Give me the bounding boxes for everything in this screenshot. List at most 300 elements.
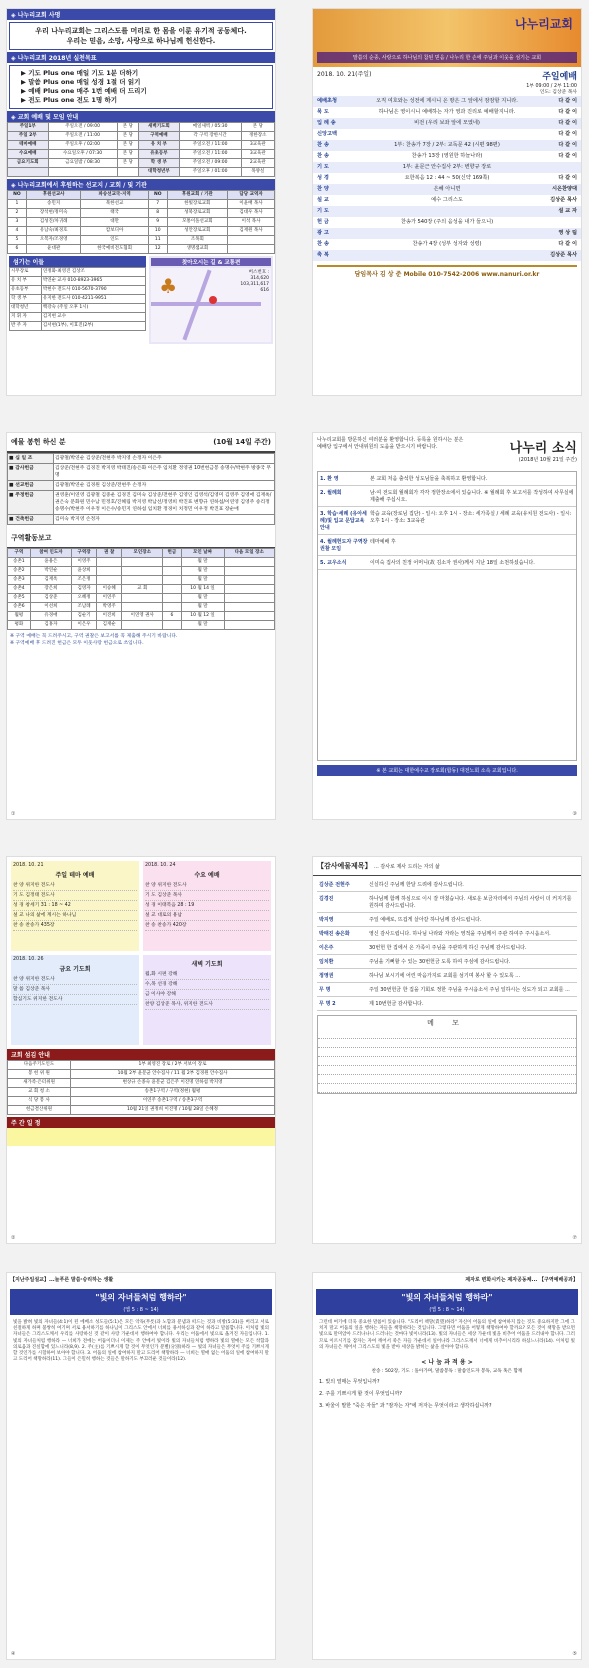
news-header — [313, 433, 581, 467]
table-cell: 새벽기도회 — [139, 123, 180, 132]
table-cell: 7 — [148, 200, 167, 209]
table-cell: 다음주기도인도 — [8, 1061, 71, 1070]
table-cell: 김상준/전현주 김경진 박지영 박태진/송은화 이은주 임치환 정영권 10번헌금봉 송명수/박현주 방종국 무 명 — [54, 464, 275, 481]
news-intro: 나누리교회를 방문하신 여러분을 환영합니다. 등록을 원하시는 분은 예배당 입구에서 안내위원의 도움을 받으시기 바랍니다. — [317, 437, 464, 450]
mission-row — [8, 227, 275, 236]
serve-table — [7, 1060, 275, 1115]
table-cell: 주일오후 / 01:00 — [179, 168, 241, 177]
table-cell: 유경애 — [30, 612, 71, 621]
table-cell: 한국예비전도협회 — [81, 245, 148, 254]
order-part: 축 복 — [317, 252, 329, 258]
service-dateline — [313, 67, 581, 84]
roles-table — [9, 267, 146, 331]
table-cell: 송촌4 — [8, 585, 31, 594]
roles-title: 섬기는 이들 — [9, 256, 146, 267]
church-map — [151, 268, 271, 342]
order-content: 비전 (우리 보좌 앞에 모였네) — [414, 120, 480, 126]
thanks-item — [317, 913, 577, 927]
sermon-body: 빛을 밝혀 빛의 자녀들(4:1)이 된 에베소 성도들(5:1)은 모든 악독(무릇)과 노함과 분냄과 떠드는 것과 비방(5:31)을 버리고 서로 친절하게 하며 불쌍히 여기며 서로 용서하기를 하나님이 그리스도 안에서 너희를 용서하심과 같이 하라고 말씀합니다. 이처럼 빛의 자녀들은 그리스도께서 우리를 사랑하신 것 같이 사랑 가운데서 행하여야 합니다. 우리는 어둠에서 빛으로 옮겨진 자들입니다. 1. 빛의 자녀들처럼 행하라 — 너희가 전에는 어둠이더니 이제는 주 안에서 빛이라 빛의 자녀들처럼 행하라 빛의 열매는 모든 착함과 의로움과 진실함에 있느니라(8,9). 2. 주(主)를 기쁘시게 할 것이 무엇인가 분별(分別)하라 — 빛의 자녀들은 무엇이 주를 기쁘시게 할 것인가를 시험하여 보아야 합니다. 3. 어둠의 일에 참여하지 말고 도리어 책망하라 — 너희는 열매 없는 어둠의 일에 참여하지 말고 도리어 책망하라(11). 그들이 은밀히 행하는 것들은 말하기도 부끄러운 것들이라(12). — [13, 1320, 269, 1363]
table-cell: 본 당 — [241, 123, 274, 132]
column-header: 모인장소 — [122, 549, 163, 558]
service-leader: 인도: 김상준 목사 — [539, 90, 577, 95]
page-number: ① — [11, 811, 16, 817]
order-content: 하나님은 영이시니 예배하는 자가 영과 진리로 예배할지니라. — [378, 109, 516, 115]
thanks-item-key: 이은주 — [319, 945, 334, 951]
table-cell — [122, 567, 163, 576]
order-content: 찬송가 540장 (주의 음성을 내가 들으니) — [400, 219, 494, 225]
table-cell — [224, 603, 275, 612]
column-header: 권 찰 — [97, 549, 122, 558]
worship-order-item — [313, 162, 581, 173]
map-road — [151, 302, 261, 306]
goal-list — [9, 65, 273, 109]
thanks-item-key: 박태진 송은화 — [319, 931, 350, 937]
weekly-title: 주 간 일 정 — [7, 1117, 275, 1128]
table-cell: 생명샘교회 — [167, 245, 227, 254]
table-cell: 금요기도회 — [8, 159, 49, 168]
group-report-header — [7, 529, 275, 548]
page-worship-order — [312, 8, 582, 396]
news-item-text: 남·여 전도회 월례회가 각각 정한장소에서 있습니다. ※ 월례회 후 보고서를 작성하여 사무실에 제출해 주십시오. — [370, 490, 574, 503]
table-cell: 6 — [163, 612, 181, 621]
thanks-subtitle: ... 감사로 제사 드리는 자의 삶 — [374, 864, 440, 870]
worship-order-item — [313, 107, 581, 118]
group-report-table — [7, 548, 275, 630]
service-card-line: 찬양 김상준 목사, 위지한 전도사 — [145, 1000, 269, 1010]
schedule-row — [8, 141, 275, 150]
role-row — [10, 286, 146, 295]
order-leader: 다 같 이 — [558, 175, 577, 181]
lesson-q-info: 찬송 : 502장, 기도 : 돌아가며, 말씀봉독 : 말씀인도자 봉독, 교독 혹은 함께 — [371, 1369, 523, 1375]
table-cell: 수요일오후 / 07:30 — [48, 150, 117, 159]
column-header: 모인 날짜 — [181, 549, 224, 558]
group-notes — [7, 630, 275, 650]
page-number: ② — [11, 1235, 16, 1241]
service-card-line: 월,화 시편 강해 — [145, 970, 269, 980]
table-cell — [117, 168, 139, 177]
news-item-text: 테마예배 후 — [370, 539, 396, 545]
worship-order-item — [313, 250, 581, 261]
order-part: 기 도 — [317, 208, 329, 214]
order-leader: 다 같 이 — [558, 153, 577, 159]
table-cell: 주일오전 / 09:00 — [179, 159, 241, 168]
service-card-line: 성 경 이태복음 28 : 19 — [145, 901, 269, 911]
table-cell: 3교육관 — [241, 141, 274, 150]
table-cell: 장은희 — [30, 585, 71, 594]
thanks-item-key: 김경진 — [319, 896, 334, 902]
column-header: 후원교회 / 기관 — [167, 191, 227, 200]
serve-row — [8, 1079, 275, 1088]
worship-order-item — [313, 206, 581, 217]
mission-row — [8, 218, 275, 227]
news-item — [318, 507, 576, 535]
table-cell: 모퉁이돌선교회 — [167, 218, 227, 227]
table-cell: 본 당 — [117, 150, 139, 159]
thanks-item — [317, 941, 577, 955]
column-header: 후원선교사 — [26, 191, 81, 200]
table-cell — [224, 558, 275, 567]
table-cell: 성북장로교회 — [167, 209, 227, 218]
table-cell: 8 — [148, 209, 167, 218]
lesson-q-title: < 나 눔 과 적 용 > — [421, 1359, 473, 1367]
page-number: ③ — [572, 811, 577, 817]
group-note: ※ 구역예배 후 드려진 헌금은 모두 이웃사랑 헌금으로 쓰입니다. — [10, 641, 144, 646]
table-cell: 김서현(1부), 이효진(2부) — [41, 322, 145, 331]
table-cell — [163, 558, 181, 567]
mission-row — [8, 236, 275, 245]
table-cell: 주일오전 / 11:00 — [179, 150, 241, 159]
thanks-item-text: 주님을 기뻐할 수 있는 30번헌금 도록 하여 주심에 감사드립니다. — [369, 959, 511, 965]
table-cell — [122, 621, 163, 630]
memo-box — [317, 1015, 577, 1094]
column-header: 구역장 — [72, 549, 97, 558]
church-slogan: 말씀의 순종, 사랑으로 하나님의 참된 믿음 / 나누리 한 손에 주님과 이웃을 섬기는 교회 — [317, 52, 577, 63]
page-thanks — [312, 856, 582, 1244]
table-cell: ■ 주정헌금 — [8, 491, 54, 515]
vision-statement — [9, 22, 273, 50]
column-header: NO — [8, 191, 27, 200]
table-cell — [97, 558, 122, 567]
service-card-title: 새벽 기도회 — [191, 961, 223, 968]
worship-order-item — [313, 173, 581, 184]
schedule-row — [8, 132, 275, 141]
service-card-title: 금요 기도회 — [59, 966, 91, 973]
church-logo: 나누리교회 — [515, 17, 573, 31]
directions-title: 찾아오시는 길 & 교통편 — [151, 258, 271, 266]
table-cell: 월 말 — [181, 603, 224, 612]
news-footer: ※ 본 교회는 대한예수교 장로회(합동) 대전노회 소속 교회입니다. — [317, 765, 577, 776]
lesson-reference: (엡 5 : 8 ~ 14) — [316, 1306, 578, 1315]
order-leader: 다 같 이 — [558, 142, 577, 148]
table-cell: 월 말 — [181, 558, 224, 567]
order-content: 은혜 아니면 — [433, 186, 461, 192]
group-row — [8, 576, 275, 585]
table-cell: 조목회 — [167, 236, 227, 245]
serve-row — [8, 1070, 275, 1079]
table-cell: 본 당 — [117, 141, 139, 150]
thanks-list — [317, 878, 577, 1011]
schedule-row — [8, 123, 275, 132]
table-header-row — [8, 549, 275, 558]
role-row — [10, 304, 146, 313]
table-cell: 김광철/박연순 김경원 김상준/전현주 손정자 — [54, 481, 275, 491]
thanks-item — [317, 969, 577, 983]
table-cell — [97, 576, 122, 585]
role-row — [10, 277, 146, 286]
table-cell: 주일오후 / 02:00 — [48, 141, 117, 150]
weekly-schedule-area — [7, 1128, 275, 1146]
news-date: (2018년 10월 21일 주간) — [518, 457, 577, 463]
order-content: 찬송가 13장 (영원한 하늘나라) — [411, 153, 483, 159]
table-cell: 유지한 전도사 010-4211-9951 — [41, 295, 145, 304]
table-cell: 새가족·은터위원 — [8, 1079, 71, 1088]
table-cell: 구역예배 — [139, 132, 180, 141]
table-cell: 대만 — [81, 218, 148, 227]
thanks-title: 【감사예물제목】 — [317, 862, 372, 870]
thanks-item-key: 임치환 — [319, 959, 334, 965]
offering-date: (10월 14일 주간) — [213, 438, 271, 446]
page-number: ⑦ — [572, 1235, 577, 1241]
service-card-title: 수요 예배 — [194, 872, 220, 879]
table-cell: 연정화·최영진 김상조 — [41, 268, 145, 277]
church-banner — [313, 9, 581, 67]
table-cell: 변상규 손종숙 윤문균 김은주 이진명 연하섭 박지영 — [71, 1079, 275, 1088]
page-last-sermon — [6, 1272, 276, 1660]
table-cell: 교 회 — [122, 585, 163, 594]
service-card-line: 수,목 선경 강해 — [145, 980, 269, 990]
table-cell: 3교육관 — [241, 150, 274, 159]
thanks-item-text: 제 10번헌금 감사합니다. — [369, 1001, 424, 1007]
order-content: 요한복음 12 : 44 ~ 50(신약 169쪽) — [404, 175, 490, 181]
news-item — [318, 472, 576, 486]
order-leader: 다 같 이 — [558, 98, 577, 104]
table-header-row — [8, 191, 275, 200]
table-cell: 김영자 — [72, 585, 97, 594]
order-leader: 다 같 이 — [558, 131, 577, 137]
order-leader: 다 같 이 — [558, 241, 577, 247]
page-number: ⑤ — [572, 1651, 577, 1657]
role-row — [10, 322, 146, 331]
table-cell: 식 당 봉 사 — [8, 1097, 71, 1106]
table-cell: 본 당 — [117, 123, 139, 132]
order-part: 찬 송 — [317, 153, 329, 159]
table-cell: 이영주 — [72, 558, 97, 567]
service-time: 1부 09:00 / 2부 11:00 — [526, 84, 577, 89]
bus-number: 314,620 — [250, 276, 269, 281]
table-cell: 북한선교 — [81, 200, 148, 209]
lesson-title: "빛의 자녀들처럼 행하라" — [316, 1289, 578, 1306]
mission-row — [8, 209, 275, 218]
table-cell: 시무장로 — [10, 268, 42, 277]
table-cell: 매일새벽 / 05:30 — [179, 123, 241, 132]
table-cell: 이윤배 목사 — [228, 200, 275, 209]
table-cell: 이연주 송촌1구역 / 송촌3구역 — [71, 1097, 275, 1106]
table-cell: 권영훈/이연영 김광철 김중운 김경진 김미숙 김상준/전현주 김영인 김영석/김영미 김영주 김영애 김재옥/권은숙 문화원 민수남 민정호/진혜림 박지영 박남선/정영희 박진표 변향규 연하섭/이연영 김영주 송리정 송명수/박현주 이우정 이은수/송민지 연하섭 임치환 정경이 치정민 이우정 박진표 장순애 — [54, 491, 275, 515]
worship-order-item — [313, 228, 581, 239]
table-cell: 송촌5 — [8, 594, 31, 603]
table-cell: 이연주 — [97, 594, 122, 603]
order-part: 헌 금 — [317, 219, 329, 225]
vision-title: ◈ 나누리교회 사명 — [7, 9, 275, 20]
table-cell: 김순기 — [72, 612, 97, 621]
table-cell: 이승혜 — [97, 585, 122, 594]
order-part: 광 고 — [317, 230, 329, 236]
order-content: 찬송가 4장 (성부 성자와 성령) — [412, 241, 482, 247]
thanks-item-text: 주일 30번헌금 한 집을 기회로 정한 주님을 주시옵소서 주님 일하시는 성도가 되고 교회를 ... — [369, 987, 570, 993]
serve-row — [8, 1088, 275, 1097]
table-cell: 송촌2 — [8, 567, 31, 576]
table-cell: 지 휘 자 — [10, 313, 42, 322]
table-cell: 6 — [8, 245, 27, 254]
role-row — [10, 313, 146, 322]
table-cell — [163, 621, 181, 630]
lesson-body: 그런데 여기에 더욱 중요한 말씀이 있습니다. "도리어 책망(責望)하라" 자신이 어둠의 일에 참여하지 않는 것도 중요하지만 그에 그치지 말고 어둠의 일을 행하는 자들을 책망하라는 것입니다. 그렇다면 어둠을 어떻게 책망하여야 할까요? 모든 것이 책망을 받으면 빛으로 말미암아 드러나나니 드러나는 것마다 빛이니라(13). 빛의 자녀들은 세상 가운데 빛을 비추어 어둠을 드러내야 합니다. 그러므로 이르시기를 잠자는 자여 깨어서 죽은 자들 가운데서 일어나라 그리스도께서 너에게 비추이시리라 하셨느니라(14). 이처럼 빛의 자녀들은 깨어서 그리스도의 빛을 받아 세상을 밝히는 삶을 살아야 합니다. — [319, 1320, 575, 1350]
lesson-question: 1. 빛의 열매는 무엇입니까? — [319, 1379, 380, 1386]
offering-row — [8, 515, 275, 525]
thanks-item — [317, 892, 577, 913]
sermon-reference: (엡 5 : 8 ~ 14) — [10, 1306, 272, 1315]
service-card-date: 2018. 10. 21 — [13, 863, 44, 868]
table-cell: 이석 목사 — [228, 218, 275, 227]
table-cell — [228, 245, 275, 254]
goal-item: ▶ 전도 Plus one 전도 1명 하기 — [21, 96, 118, 104]
service-card-line: 찬 송 찬송가 420장 — [145, 921, 269, 931]
table-cell: 김미숙 박지영 손정자 — [54, 515, 275, 525]
table-cell — [163, 594, 181, 603]
news-item-key: 1. 환 영 — [320, 476, 339, 482]
thanks-item-text: 신실하신 주님께 한달 드려에 감사드립니다. — [369, 882, 464, 888]
schedule-row — [8, 150, 275, 159]
thanks-item-text: 하나님께 함께 하심으로 이시 잘 마쳤습니다. 새로운 보금자리에서 주님의 사랑이 더 커지기를 원하며 감사드립니다. — [369, 896, 572, 909]
table-cell: 주일오전 / 09:00 — [48, 123, 117, 132]
table-cell: 5 — [8, 236, 27, 245]
worship-order-item — [313, 96, 581, 107]
table-cell: 윤용은 — [30, 558, 71, 567]
table-cell: 각 구역 장한시간 — [179, 132, 241, 141]
column-header: 구역 — [8, 549, 31, 558]
table-cell — [48, 168, 117, 177]
thanks-item-key: 무 명 — [319, 987, 331, 993]
table-cell: 교 회 청 소 — [8, 1088, 71, 1097]
service-card-line: 설 교 나의 삶에 계시는 하나님 — [13, 911, 137, 921]
column-header: 헌금 — [163, 549, 181, 558]
table-cell — [122, 603, 163, 612]
table-cell: 월 말 — [181, 576, 224, 585]
worship-order-list — [313, 96, 581, 261]
table-cell: 월 말 — [181, 567, 224, 576]
offering-row — [8, 481, 275, 491]
order-part: 기 도 — [317, 164, 329, 170]
group-row — [8, 621, 275, 630]
column-header: 다음 모일 장소 — [224, 549, 275, 558]
directions-panel — [149, 256, 273, 344]
vision-line-1: 우리 나누리교회는 그리스도를 머리로 한 몸을 이룬 유기적 공동체다. — [35, 27, 247, 35]
order-part: 성 경 — [317, 175, 329, 181]
table-cell: ■ 건축헌금 — [8, 515, 54, 525]
offering-row — [8, 464, 275, 481]
page-number: ④ — [11, 1651, 16, 1657]
table-cell: 박현수 전도사 010-5670-3790 — [41, 286, 145, 295]
table-cell: 송촌1 — [8, 558, 31, 567]
table-cell: 오복자/조경영 — [26, 236, 81, 245]
service-card-line: 기 도 김정태 전도사 — [13, 891, 137, 901]
order-content: 1부: 찬송가 7장 / 2부: 교독문 42 (시편 98편) — [394, 142, 500, 148]
table-cell: 주일 2부 — [8, 132, 49, 141]
table-cell: 태국 — [81, 209, 148, 218]
mission-support-table — [7, 190, 275, 254]
news-list — [317, 471, 577, 761]
bus-number: 103,311,617 — [240, 282, 269, 287]
worship-order-item — [313, 195, 581, 206]
table-cell: ■ 감사헌금 — [8, 464, 54, 481]
offering-title: 예물 봉헌 하신 분 — [11, 438, 66, 446]
schedule-title: ◈ 교회 예배 및 모임 안내 — [7, 111, 275, 122]
group-row — [8, 585, 275, 594]
worship-order-item — [313, 217, 581, 228]
table-cell — [163, 576, 181, 585]
table-cell — [163, 585, 181, 594]
table-cell — [122, 594, 163, 603]
group-note: ※ 구역 예배는 꼭 드려주시고, 구역 권찰은 보고서를 꼭 제출해 주시기 바랍니다. — [10, 634, 178, 639]
order-part: 찬 양 — [317, 186, 329, 192]
thanks-item-key: 박지영 — [319, 917, 334, 923]
table-cell: 이은우 — [72, 621, 97, 630]
order-part: 설 교 — [317, 197, 329, 203]
goal-item: ▶ 기도 Plus one 매일 기도 1분 더하기 — [21, 69, 139, 77]
table-cell — [224, 585, 275, 594]
table-cell: 평화 — [8, 621, 31, 630]
table-cell: 3 — [8, 218, 27, 227]
table-cell — [228, 236, 275, 245]
table-cell: 11 — [148, 236, 167, 245]
table-cell — [224, 576, 275, 585]
table-cell — [122, 576, 163, 585]
schedule-row — [8, 168, 275, 177]
lesson-question: 3. 바울이 말한 "죽은 자들" 과 "잠자는 자"에 저자는 무엇이라고 생각하십니까? — [319, 1403, 492, 1410]
column-header: 참여 인도자 — [30, 549, 71, 558]
table-cell: 송촌6 — [8, 603, 31, 612]
pastor-contact: 담임목사 김 상 준 Mobile 010-7542-2006 www.nanuri.or.kr — [317, 265, 577, 278]
schedule-row — [8, 159, 275, 168]
thanks-item — [317, 927, 577, 941]
table-cell: 유 치 부 — [10, 277, 42, 286]
table-cell — [163, 567, 181, 576]
role-row — [10, 295, 146, 304]
service-card — [11, 955, 139, 1045]
vision-line-2: 우리는 믿음, 소망, 사랑으로 하나님께 헌신한다. — [66, 37, 216, 45]
table-cell: 조남례 — [72, 603, 97, 612]
offering-row — [8, 454, 275, 464]
thanks-item-key: 김상준 전현주 — [319, 882, 350, 888]
news-item-text: 학습 교육(장로님 집단) - 일시: 오후 1시 - 장소: 세가족실 / 세례 교육(유치원 전도사) - 일시: 오후 1시 - 장소: 3교육관 — [370, 511, 572, 524]
mission-row — [8, 245, 275, 254]
thanks-item-key: 무 명 2 — [319, 1001, 336, 1007]
table-cell: 김광철/박연순 김상준/전현주 박지영 손정자 이은주 — [54, 454, 275, 464]
service-card-line: 합심기도 위지한 전도사 — [13, 995, 137, 1005]
table-cell: 김재원 목사 — [228, 227, 275, 236]
service-card-line: 찬 양 위지한 전도사 — [13, 881, 137, 891]
thanks-item-text: 하나님 보시기에 어린 마음가지로 교회를 섬기며 봉사 할 수 있도록 ... — [369, 973, 521, 979]
order-part: 찬 송 — [317, 241, 329, 247]
table-cell — [224, 612, 275, 621]
thanks-item — [317, 983, 577, 997]
table-cell: 윤대관 — [26, 245, 81, 254]
service-card-line: 설 교 대로의 용납 — [145, 911, 269, 921]
table-cell: 이선희 — [30, 603, 71, 612]
table-cell — [97, 567, 122, 576]
page-weekly-services — [6, 856, 276, 1244]
table-cell — [224, 594, 275, 603]
thanks-item — [317, 878, 577, 892]
table-cell: 장석현/정미숙 — [26, 209, 81, 218]
news-item-key: 3. 학습·세례 (유아세례)및 입교 문답교육 안내 — [320, 511, 367, 531]
group-row — [8, 612, 275, 621]
thanks-item — [317, 955, 577, 969]
table-cell: 본 당 — [117, 159, 139, 168]
table-cell: 반 주 자 — [10, 322, 42, 331]
serve-row — [8, 1097, 275, 1106]
sermon-title: "빛의 자녀들처럼 행하라" — [10, 1289, 272, 1306]
group-row — [8, 567, 275, 576]
table-cell: 금요일밤 / 08:30 — [48, 159, 117, 168]
goal-item: ▶ 말씀 Plus one 매일 성경 1절 더 읽기 — [21, 78, 141, 86]
table-cell: 박연순 교사 010-8923-3965 — [41, 277, 145, 286]
memo-lines — [318, 1030, 576, 1093]
table-cell: 10월 21일 권정희 이진명 / 10월 28일 손혜정 — [71, 1106, 275, 1115]
service-times — [313, 84, 581, 96]
order-part: 묵 도 — [317, 109, 329, 115]
table-cell: 주일1부 — [8, 123, 49, 132]
